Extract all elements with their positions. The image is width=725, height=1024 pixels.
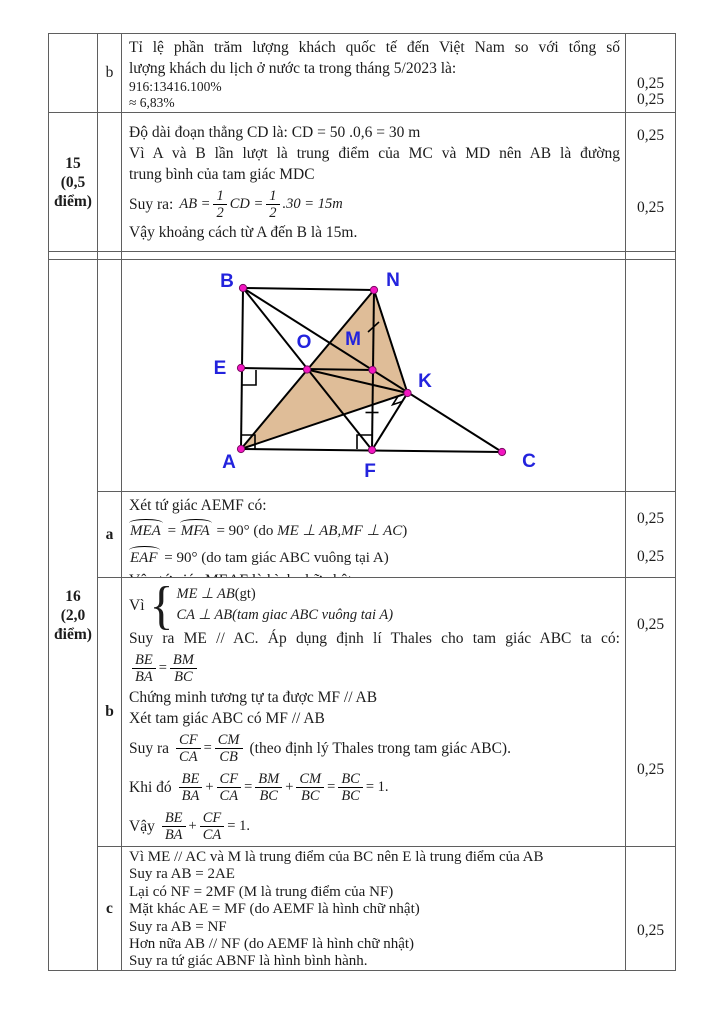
text-line: Vì A và B lần lượt là trung điểm của MC và MD nên AB là đường xyxy=(129,145,620,162)
fraction: $\frac{1}{2}$ xyxy=(266,188,279,221)
label-M: M xyxy=(345,329,361,350)
points-value: 0,25 xyxy=(636,127,665,144)
text-line: Suy ra AB = NF xyxy=(129,918,227,935)
point-B xyxy=(239,284,246,291)
math-line: MEA = MFA = 90° (do ME ⊥ AB,MF ⊥ AC) xyxy=(130,523,408,539)
q16a-content-cell xyxy=(121,491,626,578)
q15-number-cell xyxy=(48,112,98,252)
geometry-figure xyxy=(122,260,626,492)
subpart-label: c xyxy=(106,899,113,917)
text: Vì xyxy=(129,596,145,614)
points-value: 0,25 xyxy=(636,75,665,92)
text-line: Suy ra tứ giác ABNF là hình bình hành. xyxy=(129,953,368,970)
points-value: 0,25 xyxy=(636,548,665,565)
q16-fig-subpart-cell xyxy=(97,259,122,492)
system-body: ME ⊥ AB(gt) CA ⊥ AB(tam giac ABC vuông tai A) xyxy=(176,586,394,623)
q16-figure-cell xyxy=(121,259,626,492)
right-angle-E xyxy=(242,370,256,385)
text-line: Xét tam giác ABC có MF // AB xyxy=(129,710,325,727)
fraction: $\frac{BM}{BC}$ xyxy=(255,771,282,804)
question-points-1: (0,5 xyxy=(60,173,86,191)
point-E xyxy=(237,364,244,371)
q16c-subpart-cell xyxy=(97,846,122,971)
point-K xyxy=(404,389,411,396)
angle-EAF: EAF xyxy=(130,550,158,566)
q14b-content-cell xyxy=(121,33,626,113)
text-line: lượng khách du lịch ở nước ta trong tháng 5/2023 là: xyxy=(129,60,457,77)
label-N: N xyxy=(386,270,400,291)
fraction: $\frac{CF}{CA}$ xyxy=(217,771,242,804)
text-line: Lại có NF = 2MF (M là trung điểm của NF) xyxy=(129,883,394,900)
subpart-label: b xyxy=(105,64,114,81)
math-text: .30 = 15m xyxy=(282,195,343,212)
point-N xyxy=(370,286,377,293)
label-F: F xyxy=(364,461,376,482)
points-value: 0,25 xyxy=(636,199,665,216)
label-E: E xyxy=(213,358,227,379)
question-number: 15 xyxy=(65,154,81,172)
points-value: 0,25 xyxy=(636,761,665,778)
text-line: Tỉ lệ phần trăm lượng khách quốc tế đến Việt Nam so với tổng số xyxy=(129,39,620,56)
point-M xyxy=(369,366,376,373)
text-line: Xét tứ giác AEMF có: xyxy=(129,497,267,514)
fraction: $\frac{BC}{BC}$ xyxy=(338,771,363,804)
q16c-content-cell xyxy=(121,846,626,971)
text-line: Vì ME // AC và M là trung điểm của BC nên E là trung điểm của AB xyxy=(129,849,544,865)
fraction: BE BA xyxy=(179,771,203,804)
q16-fig-points-cell xyxy=(625,259,676,492)
question-number: 16 xyxy=(65,587,81,605)
point-C xyxy=(498,448,505,455)
text-line: Độ dài đoạn thẳng CD là: CD = 50 .0,6 = 30 m xyxy=(129,124,421,141)
math-line: ≈ 6,83% xyxy=(129,95,175,110)
q16c-points-cell xyxy=(625,846,676,971)
text-line: Hơn nữa AB // NF (do AEMF là hình chữ nhật) xyxy=(129,936,415,953)
points-value: 0,25 xyxy=(636,510,665,527)
fraction: $\frac{CM}{BC}$ xyxy=(296,771,324,804)
label-A: A xyxy=(222,452,236,473)
grading-table xyxy=(48,33,676,971)
point-O xyxy=(303,366,310,373)
equation-line: Suy ra $\frac{CF}{CA}$ = $\frac{CM}{CB}$ (theo định lý Thales trong tam giác ABC). xyxy=(129,731,511,765)
formula-prefix: Suy ra: xyxy=(129,195,174,213)
points-value: 0,25 xyxy=(636,91,665,108)
equation-line: Vậy BE BA + $\frac{CF}{CA}$ = 1. xyxy=(129,809,250,843)
label-K: K xyxy=(418,371,432,392)
equation-line: Khi đó BE BA + $\frac{CF}{CA}$ = $\frac{BM}{BC}$ + $\frac{CM}{BC}$ = $\frac{BC}{BC}$ = 1. xyxy=(129,770,389,804)
q16b-content-cell xyxy=(121,577,626,847)
math-text: CD = xyxy=(229,195,264,212)
text-line: Mặt khác AE = MF (do AEMF là hình chữ nhật) xyxy=(129,901,420,918)
math-text: ME ⊥ AB,MF ⊥ AC xyxy=(277,523,403,539)
text-line: Vậy khoảng cách từ A đến B là 15m. xyxy=(129,224,358,241)
system-line xyxy=(129,575,620,635)
label-C: C xyxy=(522,451,536,472)
fraction: $\frac{1}{2}$ xyxy=(213,188,226,221)
text-line: trung bình của tam giác MDC xyxy=(129,166,315,183)
fraction: $\frac{CF}{CA}$ xyxy=(200,810,225,843)
question-points-2: điểm) xyxy=(54,192,92,210)
fraction: $\frac{CM}{CB}$ xyxy=(215,732,243,765)
math-line: EAF = 90° (do tam giác ABC vuông tại A) xyxy=(130,550,389,566)
q16a-points-cell xyxy=(625,491,676,578)
question-points-1: (2,0 xyxy=(60,606,86,624)
q16b-points-cell xyxy=(625,577,676,847)
q16b-subpart-cell xyxy=(97,577,122,847)
q15-subpart-cell xyxy=(97,112,122,252)
points-value: 0,25 xyxy=(636,616,665,633)
math-line: 916:13416.100% xyxy=(129,79,222,94)
points-value: 0,25 xyxy=(636,922,665,939)
label-B: B xyxy=(220,271,234,292)
subpart-label: b xyxy=(105,703,114,720)
brace-symbol: { xyxy=(149,575,174,635)
q16-number-cell xyxy=(48,259,98,971)
formula-line xyxy=(129,186,620,222)
text-line: Suy ra ME // AC. Áp dụng định lí Thales cho tam giác ABC ta có: xyxy=(129,630,620,647)
q16a-subpart-cell xyxy=(97,491,122,578)
text-line: Chứng minh tương tự ta được MF // AB xyxy=(129,689,378,706)
fraction: $\frac{BE}{BA}$ xyxy=(132,652,156,685)
q14b-subpart-cell xyxy=(97,33,122,113)
question-points-2: điểm) xyxy=(54,625,92,643)
text-line: Suy ra AB = 2AE xyxy=(129,866,235,883)
subpart-label: a xyxy=(105,525,114,543)
segment-BN xyxy=(243,288,374,290)
point-F xyxy=(368,446,375,453)
label-O: O xyxy=(296,332,312,353)
math-text: AB = xyxy=(179,195,211,212)
point-A xyxy=(237,445,244,452)
q15-points-cell xyxy=(625,112,676,252)
angle-MEA: MEA xyxy=(130,523,161,539)
q14-number-cell xyxy=(48,33,98,113)
q15-content-cell xyxy=(121,112,626,252)
fraction: BE BA xyxy=(162,810,186,843)
angle-MFA: MFA xyxy=(180,523,210,539)
fraction: $\frac{CF}{CA}$ xyxy=(176,732,201,765)
equation-line: $\frac{BE}{BA}$ = $\frac{BM}{BC}$ xyxy=(129,649,620,687)
q14b-points-cell xyxy=(625,33,676,113)
fraction: $\frac{BM}{BC}$ xyxy=(170,652,197,685)
